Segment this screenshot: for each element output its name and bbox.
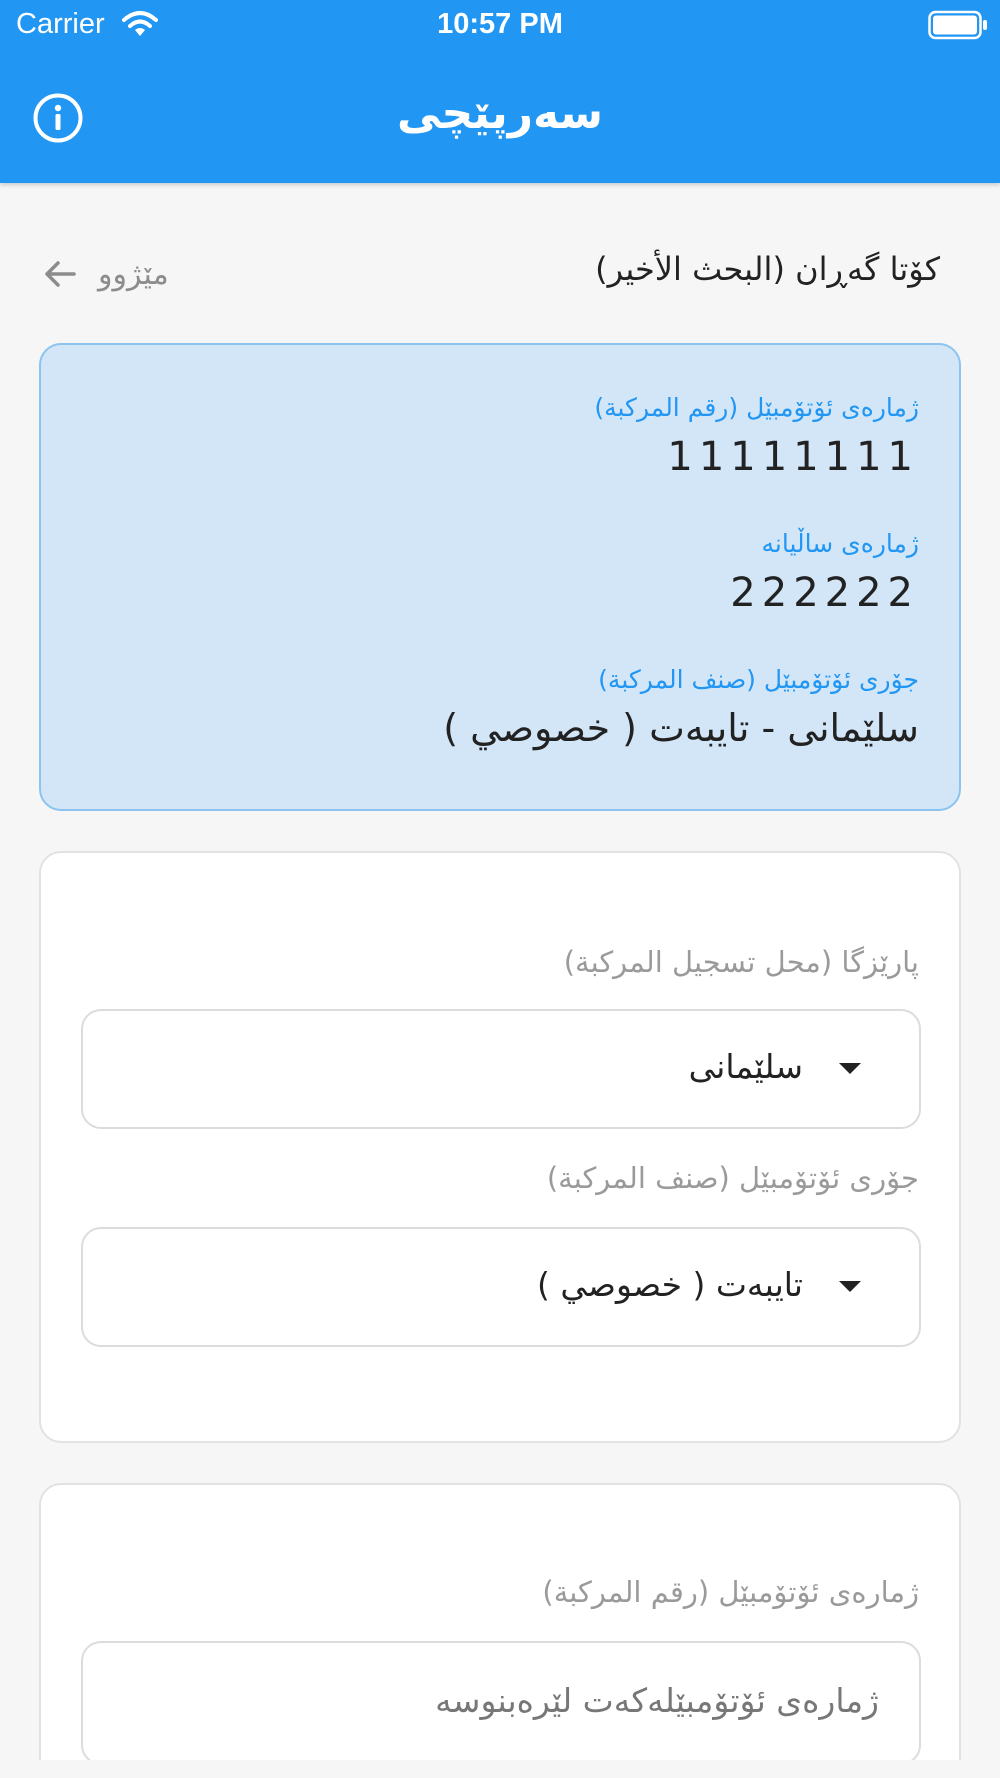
page-title: سەرپێچی (397, 88, 603, 139)
last-annual-value: 222222 (730, 570, 919, 616)
carrier-label: Carrier (16, 8, 105, 40)
province-select-value: سلێمانی (688, 1047, 803, 1086)
history-link-label: مێژوو (98, 256, 169, 292)
last-type-field (443, 665, 919, 750)
vehicle-type-select-value: تایبەت ( خصوصي ) (537, 1265, 803, 1304)
plate-label: ژمارەی ئۆتۆمبێل (رقم المركبة) (542, 1575, 919, 1609)
history-link[interactable] (40, 252, 169, 296)
province-label: پارێزگا (محل تسجيل المركبة) (563, 945, 919, 979)
battery-icon (928, 10, 988, 40)
last-search-heading: کۆتا گەڕان (البحث الأخير) (595, 250, 940, 288)
last-plate-value: 11111111 (667, 434, 919, 480)
arrow-left-icon (40, 254, 80, 294)
plate-card (39, 1483, 961, 1778)
app-bar (0, 0, 1000, 183)
bottom-edge (0, 1760, 1000, 1778)
last-annual-field (730, 529, 919, 616)
last-type-value: سلێمانی - تایبەت ( خصوصي ) (443, 706, 919, 750)
registration-card (39, 851, 961, 1443)
plate-input-placeholder: ژمارەی ئۆتۆمبێلەکەت لێرەبنوسە (435, 1681, 879, 1720)
caret-down-icon (839, 1063, 861, 1074)
status-time: 10:57 PM (437, 8, 563, 40)
caret-down-icon (839, 1281, 861, 1292)
plate-input[interactable] (81, 1641, 921, 1765)
vehicle-type-select[interactable] (81, 1227, 921, 1347)
province-select[interactable] (81, 1009, 921, 1129)
last-type-label: جۆری ئۆتۆمبێل (صنف المركبة) (598, 665, 919, 694)
last-plate-field (594, 393, 919, 480)
last-annual-label: ژمارەی ساڵیانە (761, 529, 919, 558)
vehicle-type-label: جۆری ئۆتۆمبێل (صنف المركبة) (546, 1161, 919, 1195)
last-plate-label: ژمارەی ئۆتۆمبێل (رقم المركبة) (594, 393, 919, 422)
last-search-card[interactable] (39, 343, 961, 811)
